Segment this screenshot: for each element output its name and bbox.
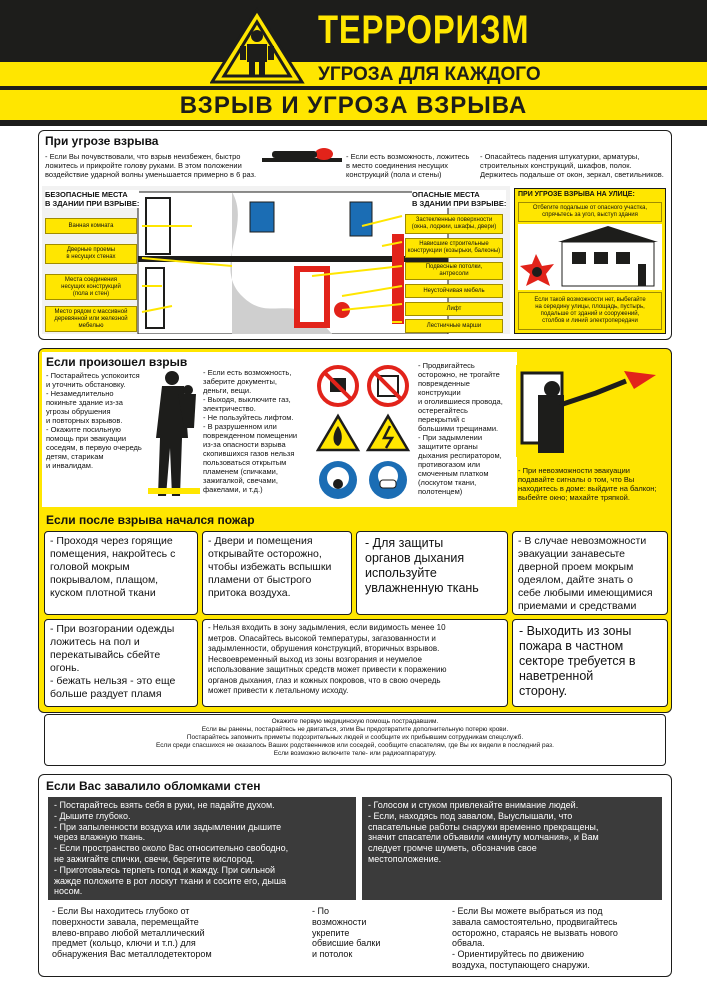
warning-logo-icon — [210, 6, 305, 84]
fire-box-5: - При возгорании одежды ложитесь на пол и перекатывайсь сбейте огонь. - бежать нельзя - это еще больше раздует пламя — [44, 619, 198, 707]
house-explosion-icon — [518, 224, 662, 290]
danger-item: Нависшие строительные конструкции (козырьки, балконы) — [405, 238, 503, 258]
rubble-text-2: - По возможности укрепите обвисшие балки и потолок — [312, 906, 381, 960]
threat-text-2: - Если есть возможность, ложитесь в место соединения несущих конструкций (пола и стены) — [346, 152, 470, 179]
electric-warning-icon — [368, 416, 408, 450]
fire-box-3: - Для защиты органов дыхания используйте увлажненную ткань — [356, 531, 508, 615]
respirator-icon — [369, 461, 407, 499]
fire-box-4: - В случае невозможности эвакуации занавесьте дверной проем мокрым одеялом, дайте знать о себе любыми имеющимися приемами и средствами — [512, 531, 668, 615]
safe-item: Ванная комната — [45, 218, 137, 234]
fire-box-2: - Двери и помещения открывайте осторожно, чтобы избежать вспышки пламени от быстрого притока воздуха. — [202, 531, 352, 615]
flammable-warning-icon — [318, 416, 358, 450]
explosion-col-1: - Постарайтесь успокоится и уточнить обстановку. - Незамедлительно покиньте здание из-за угрозы обрушения и повторных взрывов. - Окажите посильную помощь при эвакуации соседям, в первую очередь детям, старикам и инвалидам. — [46, 371, 142, 470]
lying-person-icon — [262, 146, 342, 172]
rubble-text-1: - Если Вы находитесь глубоко от поверхности завала, перемещайте влево-вправо любой металлический предмет (кольцо, ключи и т.п.) для обнаружения Вас металлодетектором — [52, 906, 212, 960]
safety-signs-grid — [316, 364, 412, 504]
safe-heading: БЕЗОПАСНЫЕ МЕСТА В ЗДАНИИ ПРИ ВЗРЫВЕ: — [45, 190, 140, 208]
fire-box-7: - Выходить из зоны пожара в частном секторе требуется в наветренной сторону. — [512, 619, 668, 707]
threat-text-1: - Если Вы почувствовали, что взрыв неизбежен, быстро ложитесь и прикройте голову руками. В этом положении воздействие ударной волны уменьшается примерно в 6 раз. — [45, 152, 257, 179]
no-elevator-icon — [369, 367, 407, 405]
threat-heading: При угрозе взрыва — [45, 134, 159, 148]
safe-item: Дверные проемы в несущих стенах — [45, 244, 137, 264]
safe-item: Место рядом с массивной деревянной или железной мебелью — [45, 306, 137, 332]
danger-item: Застекленные поверхности (окна, лоджии, шкафы, двери) — [405, 214, 503, 234]
street-top-text: Отбегите подальше от опасного участка, спрячьтесь за угол, выступ здания — [518, 202, 662, 222]
fire-box-1: - Проходя через горящие помещения, накройтесь с головой мокрым покрывалом, плащом, куском плотной ткани — [44, 531, 198, 615]
rubble-heading: Если Вас завалило обломками стен — [46, 779, 261, 793]
page-subtitle: УГРОЗА ДЛЯ КАЖДОГО — [318, 64, 541, 85]
danger-item: Подвесные потолки, антресоли — [405, 262, 503, 280]
window-signal-icon — [516, 365, 666, 457]
threat-text-3: - Опасайтесь падения штукатурки, арматуры, строительных конструкций, шкафов, полок. Держитесь подальше от окон, зеркал, светильников. — [480, 152, 664, 179]
street-bottom-text: Если такой возможности нет, выбегайте на середину улицы, площадь, пустырь, подальше от зданий и сооружений, столбов и линий электропередачи — [518, 292, 662, 330]
no-fire-icon — [319, 367, 357, 405]
danger-item: Лифт — [405, 302, 503, 316]
danger-item: Лестничные марши — [405, 319, 503, 333]
page-title: ТЕРРОРИЗМ — [318, 8, 530, 52]
explosion-col-4: - При невозможности эвакуации подавайте сигналы о том, что Вы находитесь в доме: выйдите на балкон; выбейте окно; махайте тряпкой. — [518, 466, 657, 502]
explosion-col-2: - Если есть возможность, заберите документы, деньги, вещи. - Выходя, выключите газ, электричество. - Не пользуйтесь лифтом. - В разрушенном или поврежденном помещении из-за опасности взрыва скопившихся газов нельзя пользоваться открытым пламенем (спичками, зажигалкой, свечами, факелами, и т.д.) — [203, 368, 298, 494]
explosion-col-3: - Продвигайтесь осторожно, не трогайте поврежденные конструкции и оголившиеся провода, остерегайтесь перекрытий с большими трещинами. - При задымлении защитите органы дыхания респиратором, противогазом или смоченным платком (лоскутом ткани, полотенцем) — [418, 361, 503, 496]
rubble-text-3: - Если Вы можете выбраться из под завала самостоятельно, продвигайтесь осторожно, стараясь не вызвать нового обвала. - Ориентируйтесь по движению воздуха, поступающего снаружи. — [452, 906, 618, 970]
street-heading: ПРИ УГРОЗЕ ВЗРЫВА НА УЛИЦЕ: — [518, 191, 635, 198]
first-aid-note: Окажите первую медицинскую помощь пострадавшим. Если вы ранены, постарайтесь не двигаться, этим Вы предотвратите дополнительную потерю крови. Постарайтесь запомнить приметы подозрительных людей и сообщите их прибывшим сотрудникам спецслужб. Если среди спасшихся не оказалось Ваших родственников или соседей, сообщите спасателям, где Вы их видели в последний раз. Если возможно включите теле- или радиоаппаратуру. — [44, 714, 666, 766]
danger-heading: ОПАСНЫЕ МЕСТА В ЗДАНИИ ПРИ ВЗРЫВЕ: — [412, 190, 507, 208]
gas-mask-icon — [319, 461, 357, 499]
danger-item: Неустойчивая мебель — [405, 284, 503, 298]
explosion-heading: Если произошел взрыв — [46, 355, 188, 369]
fire-heading: Если после взрыва начался пожар — [46, 513, 255, 527]
rubble-dark-1: - Постарайтесь взять себя в руки, не падайте духом. - Дышите глубоко. - При запыленности воздуха или задымлении дышите через влажную ткань. - Если пространство около Вас относительно свободно, не зажигайте спички, свечи, берегите кислород. - Приготовьтесь терпеть голод и жажду. При сильной жажде положите в рот лоскут ткани и сосите его, дыша носом. — [48, 797, 356, 900]
topic-title: ВЗРЫВ И УГРОЗА ВЗРЫВА — [179, 92, 528, 119]
fire-box-6: - Нельзя входить в зону задымления, если видимость менее 10 метров. Опасайтесь высокой температуры, загазованности и задымленности, обрушения конструкций, вторичных взрывов. Несвоевременный выход из зоны возгорания и неумелое использование защитных средств может привести к поражению органов дыхания, глаз и кожных покровов, что в свою очередь может привести к летальному исходу. — [202, 619, 508, 707]
rescuer-carrying-person-icon — [148, 368, 200, 503]
rubble-dark-2: - Голосом и стуком привлекайте внимание людей. - Если, находясь под завалом, Выуслышали, что спасательные работы снаружи временно прекращены, значит спасатели объявили «минуту молчания», и Вам следует громче шуметь, обозначив свое местоположение. — [362, 797, 662, 900]
safe-item: Места соединения несущих конструкций (пола и стен) — [45, 274, 137, 300]
